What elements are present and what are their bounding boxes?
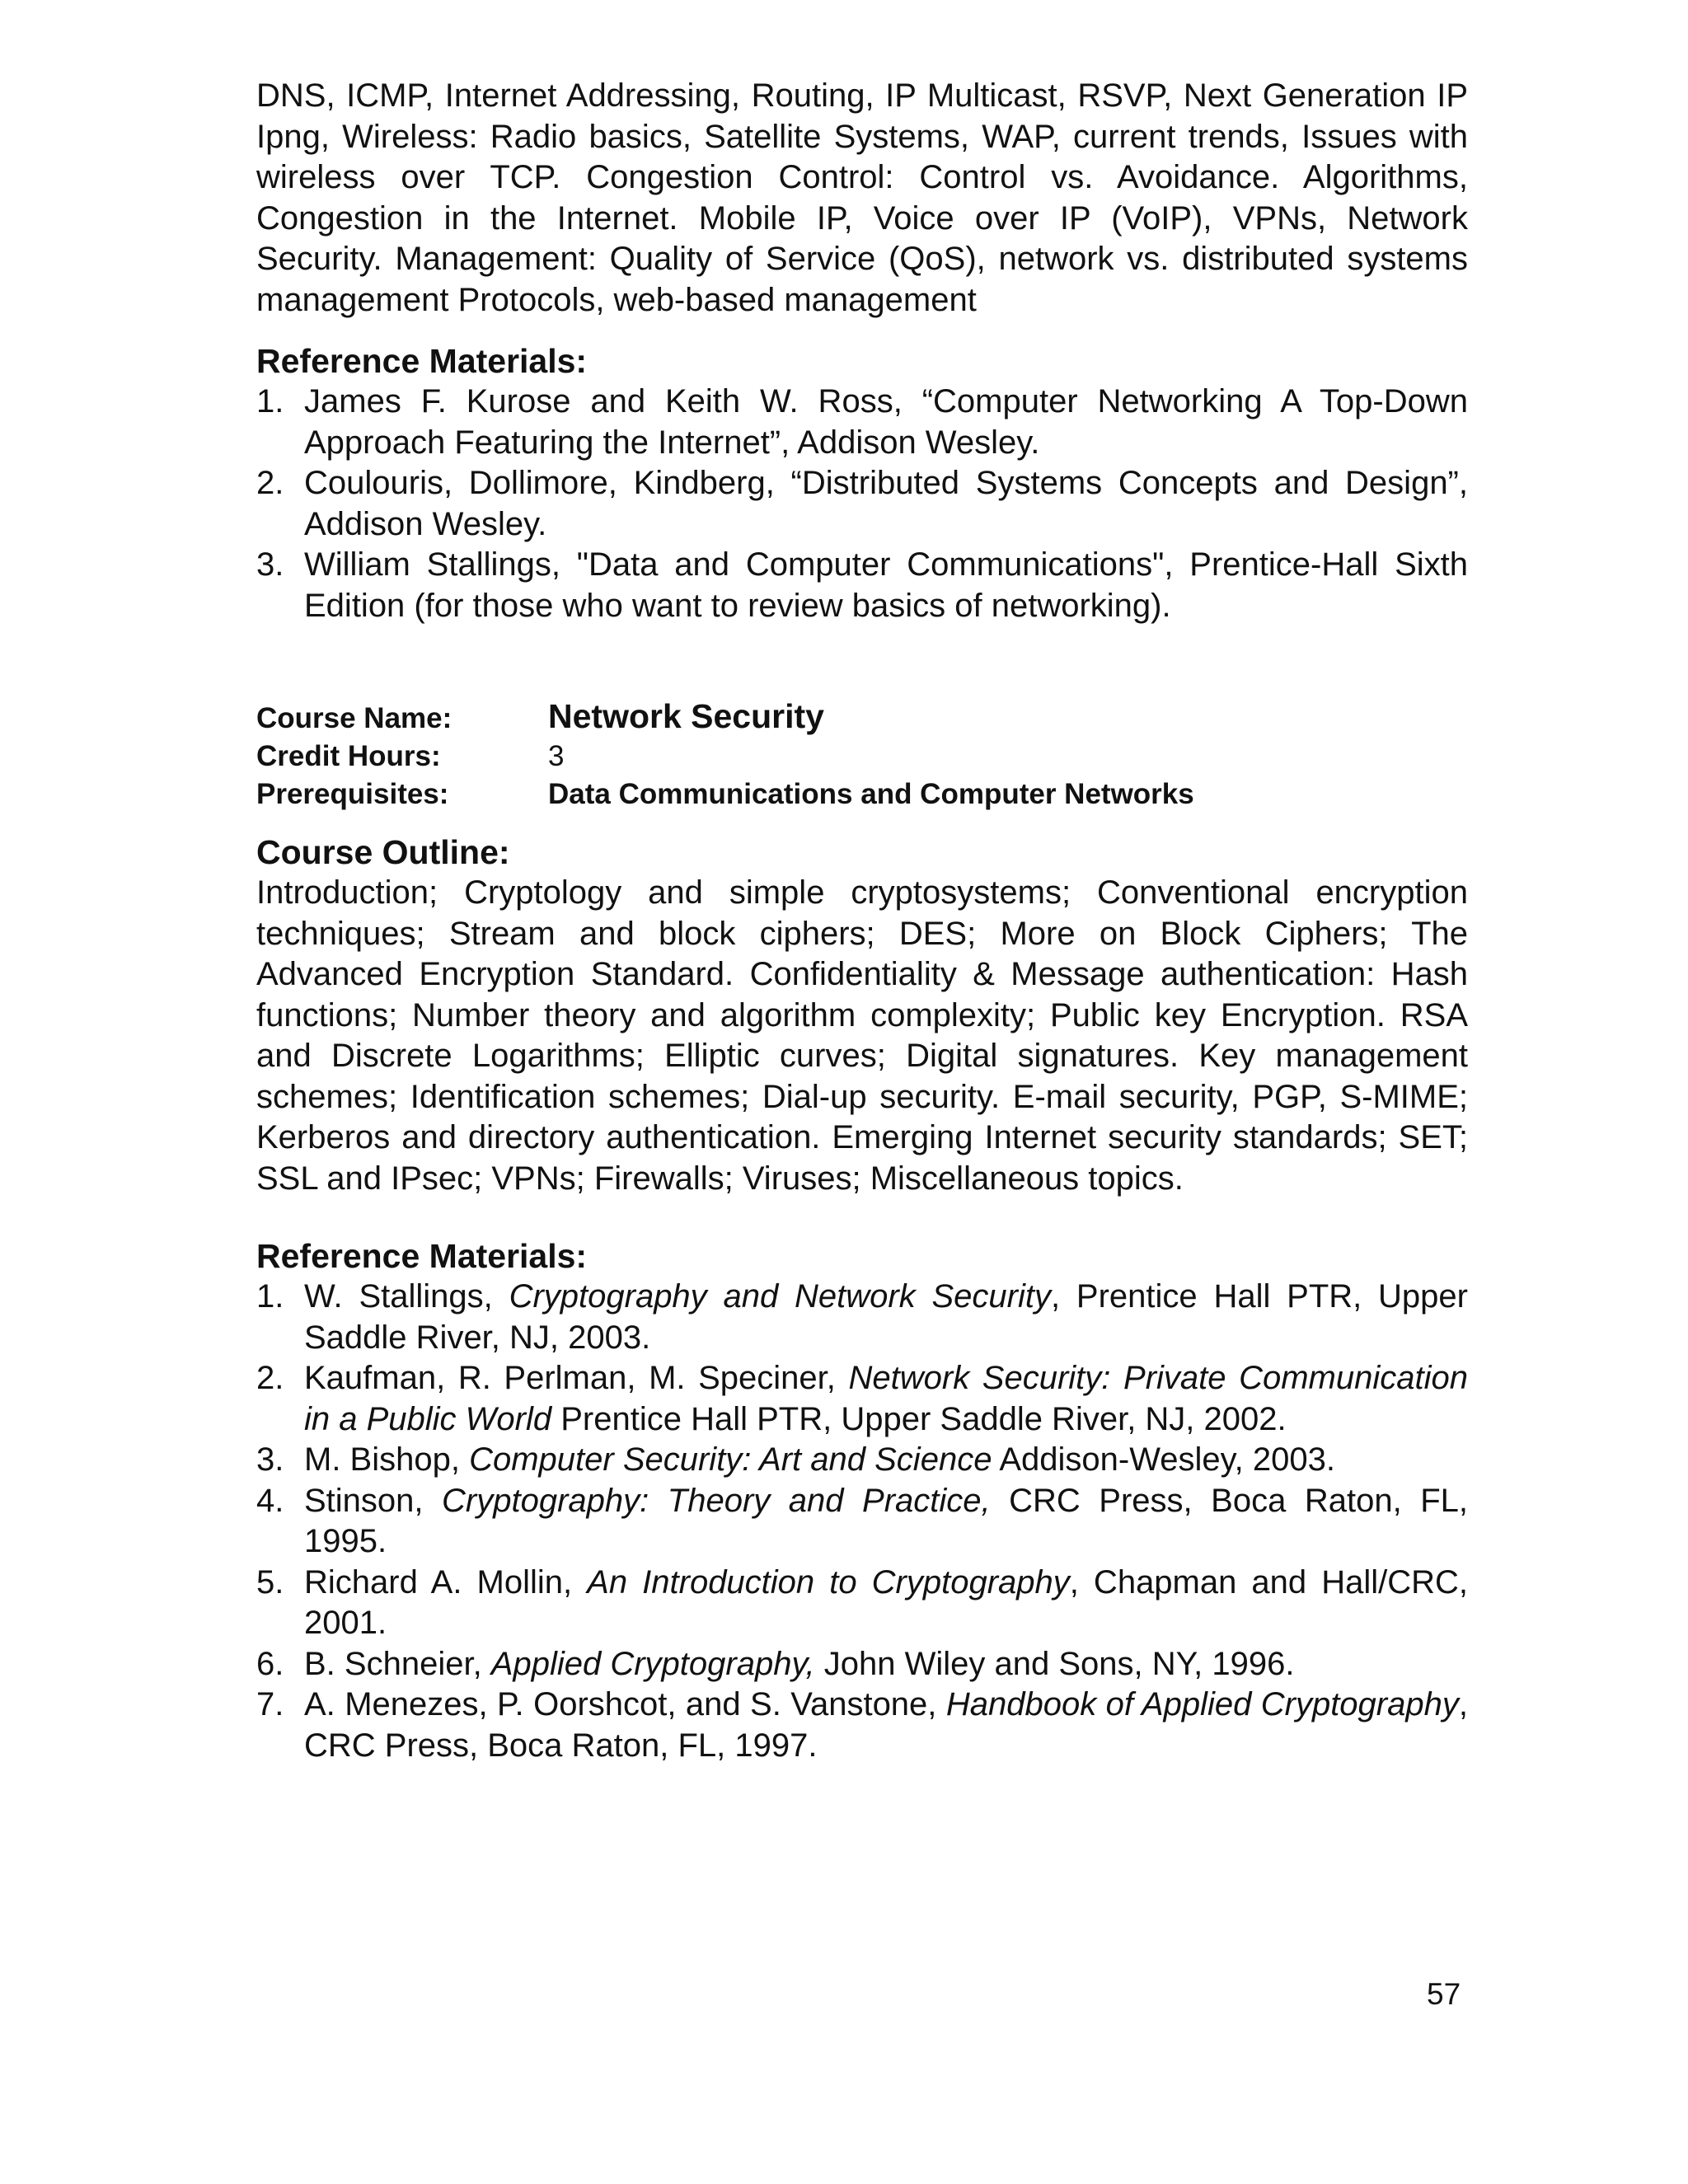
reference-authors: M. Bishop, — [304, 1441, 470, 1478]
reference-authors: Richard A. Mollin, — [304, 1563, 588, 1601]
reference-number: 1. — [256, 383, 284, 419]
reference-authors: B. Schneier, — [304, 1645, 491, 1682]
credit-hours-row — [256, 738, 1468, 776]
reference-title: Computer Security: Art and Science — [469, 1441, 992, 1478]
reference-authors: Kaufman, R. Perlman, M. Speciner, — [304, 1360, 849, 1396]
reference-publisher: Prentice Hall PTR, Upper Saddle River, NJ, 2002. — [551, 1400, 1287, 1437]
reference-item — [256, 1481, 1468, 1563]
reference-text — [304, 1685, 1468, 1766]
course-name-value: Network Security — [548, 697, 824, 735]
reference-title: Cryptography and Network Security — [509, 1278, 1051, 1315]
reference-number: 2. — [256, 465, 284, 501]
reference-item — [256, 382, 1468, 463]
reference-authors: Stinson, — [304, 1482, 443, 1519]
reference-text — [304, 1644, 1468, 1685]
reference-item — [256, 1358, 1468, 1440]
course-info-block — [256, 697, 1468, 813]
reference-authors: W. Stallings, — [304, 1278, 509, 1315]
reference-publisher: , Prentice Hall PTR, Upper Saddle River, NJ, 2003. — [304, 1278, 1468, 1356]
document-page — [256, 76, 1468, 1766]
reference-item — [256, 1644, 1468, 1685]
reference-authors: A. Menezes, P. Oorshcot, and S. Vanstone, — [304, 1686, 946, 1722]
reference-number: 6. — [256, 1645, 284, 1682]
reference-publisher: CRC Press, Boca Raton, FL, 1995. — [304, 1482, 1469, 1559]
reference-materials-heading-2: Reference Materials: — [256, 1237, 588, 1275]
reference-text — [304, 1440, 1468, 1481]
reference-text: James F. Kurose and Keith W. Ross, “Computer Networking A Top-Down Approach Featuring the Internet”, Addison Wesley. — [304, 383, 1468, 461]
reference-number: 2. — [256, 1360, 284, 1396]
reference-item — [256, 463, 1468, 545]
reference-item — [256, 1685, 1468, 1766]
reference-publisher: John Wiley and Sons, NY, 1996. — [814, 1645, 1295, 1682]
reference-number: 3. — [256, 1441, 284, 1478]
reference-number: 3. — [256, 546, 284, 583]
reference-text: William Stallings, "Data and Computer Communications", Prentice-Hall Sixth Edition (for those who want to review basics of networking). — [304, 546, 1468, 624]
intro-paragraph: DNS, ICMP, Internet Addressing, Routing, IP Multicast, RSVP, Next Generation IP Ipng, Wireless: Radio basics, Satellite Systems, WAP, current trends, Issues with wireless over TCP. Congestion Control: Control vs. Avoidance. Algorithms, Congestion in the Internet. Mobile IP, Voice over IP (VoIP), VPNs, Network Security. Management: Quality of Service (QoS), network vs. distributed systems management Protocols, web-based management — [256, 77, 1468, 318]
course-name-row — [256, 697, 1468, 738]
reference-number: 4. — [256, 1482, 284, 1519]
reference-item — [256, 1277, 1468, 1358]
page-number: 57 — [1427, 1977, 1461, 2011]
reference-text — [304, 1563, 1468, 1644]
reference-text — [304, 1358, 1468, 1440]
credit-hours-value: 3 — [548, 740, 565, 772]
course-name-label: Course Name: — [256, 702, 452, 734]
reference-number: 1. — [256, 1278, 284, 1315]
reference-title: Cryptography: Theory and Practice, — [442, 1482, 991, 1519]
reference-publisher: , CRC Press, Boca Raton, FL, 1997. — [304, 1686, 1468, 1764]
reference-title: Handbook of Applied Cryptography — [945, 1686, 1459, 1722]
reference-text: Coulouris, Dollimore, Kindberg, “Distributed Systems Concepts and Design”, Addison Wesley. — [304, 465, 1468, 542]
reference-list-1 — [256, 382, 1468, 626]
reference-number: 7. — [256, 1686, 284, 1722]
prerequisites-label: Prerequisites: — [256, 778, 449, 810]
reference-item — [256, 545, 1468, 626]
reference-title: Network Security: Private Communication in a Public World — [304, 1360, 1468, 1437]
reference-text — [304, 1277, 1468, 1358]
reference-publisher: Addison-Wesley, 2003. — [992, 1441, 1335, 1478]
reference-number: 5. — [256, 1563, 284, 1601]
reference-publisher: , Chapman and Hall/CRC, 2001. — [304, 1563, 1469, 1641]
prerequisites-row — [256, 776, 1468, 813]
reference-item — [256, 1440, 1468, 1481]
course-outline-text: Introduction; Cryptology and simple cryptosystems; Conventional encryption techniques; Stream and block ciphers; DES; More on Block Ciphers; The Advanced Encryption Standard. Confidentiality & Message authentication: Hash functions; Number theory and algorithm complexity; Public key Encryption. RSA and Discrete Logarithms; Elliptic curves; Digital signatures. Key management schemes; Identification schemes; Dial-up security. E-mail security, PGP, S-MIME; Kerberos and directory authentication. Emerging Internet security standards; SET; SSL and IPsec; VPNs; Firewalls; Viruses; Miscellaneous topics. — [256, 874, 1468, 1197]
reference-text — [304, 1481, 1468, 1563]
course-outline-heading: Course Outline: — [256, 833, 510, 871]
reference-list-2 — [256, 1277, 1468, 1766]
reference-title: Applied Cryptography, — [490, 1645, 815, 1682]
credit-hours-label: Credit Hours: — [256, 740, 441, 772]
reference-materials-heading-1: Reference Materials: — [256, 342, 588, 380]
reference-item — [256, 1563, 1468, 1644]
reference-title: An Introduction to Cryptography — [587, 1563, 1070, 1601]
prerequisites-value: Data Communications and Computer Networks — [548, 778, 1194, 810]
